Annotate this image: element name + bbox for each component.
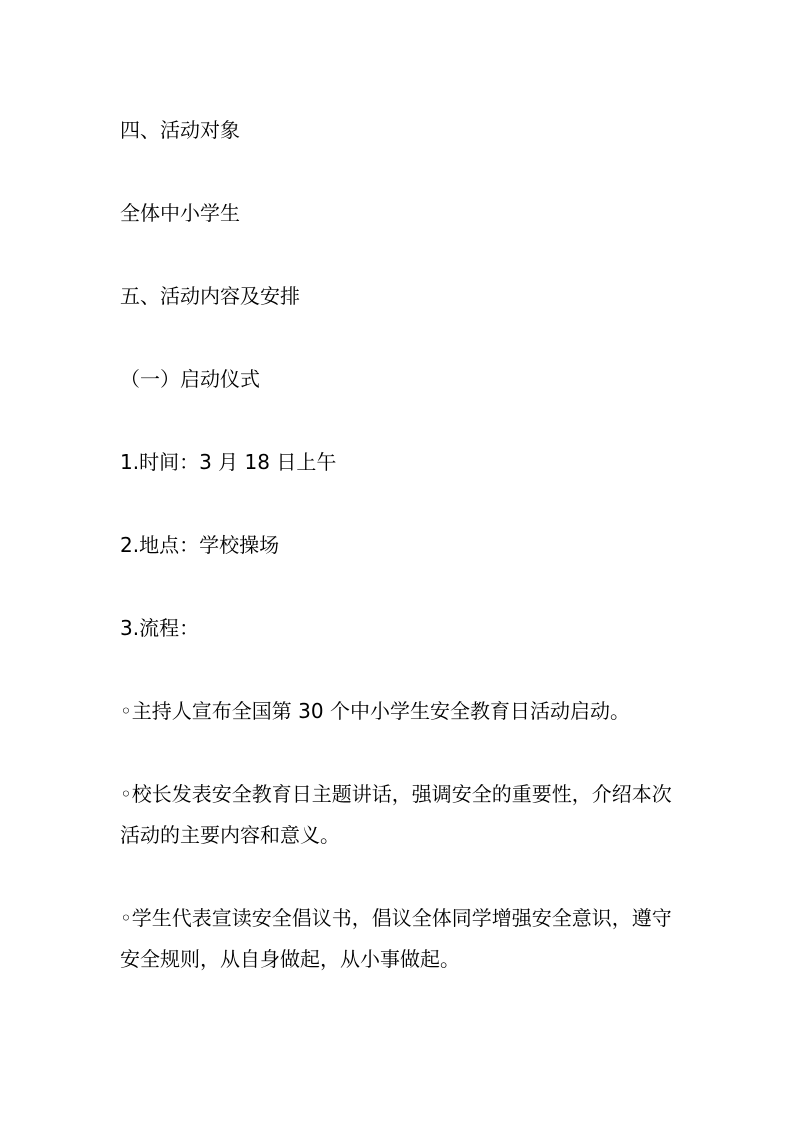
subsection-heading-1: （一）启动仪式 [120, 367, 260, 391]
process-step-2: ◦校长发表安全教育日主题讲话，强调安全的重要性，介绍本次活动的主要内容和意义。 [120, 782, 672, 847]
target-audience-text: 全体中小学生 [120, 201, 240, 225]
process-step-1: ◦主持人宣布全国第 30 个中小学生安全教育日活动启动。 [120, 699, 630, 723]
process-step-3: ◦学生代表宣读安全倡议书，倡议全体同学增强安全意识，遵守安全规则，从自身做起，从小事做起。 [120, 906, 672, 971]
time-item: 1.时间：3 月 18 日上午 [120, 450, 337, 474]
section-heading-5: 五、活动内容及安排 [120, 284, 300, 308]
section-heading-4: 四、活动对象 [120, 118, 240, 142]
process-item: 3.流程： [120, 616, 200, 640]
location-item: 2.地点：学校操场 [120, 533, 280, 557]
document-body [120, 110, 680, 1022]
